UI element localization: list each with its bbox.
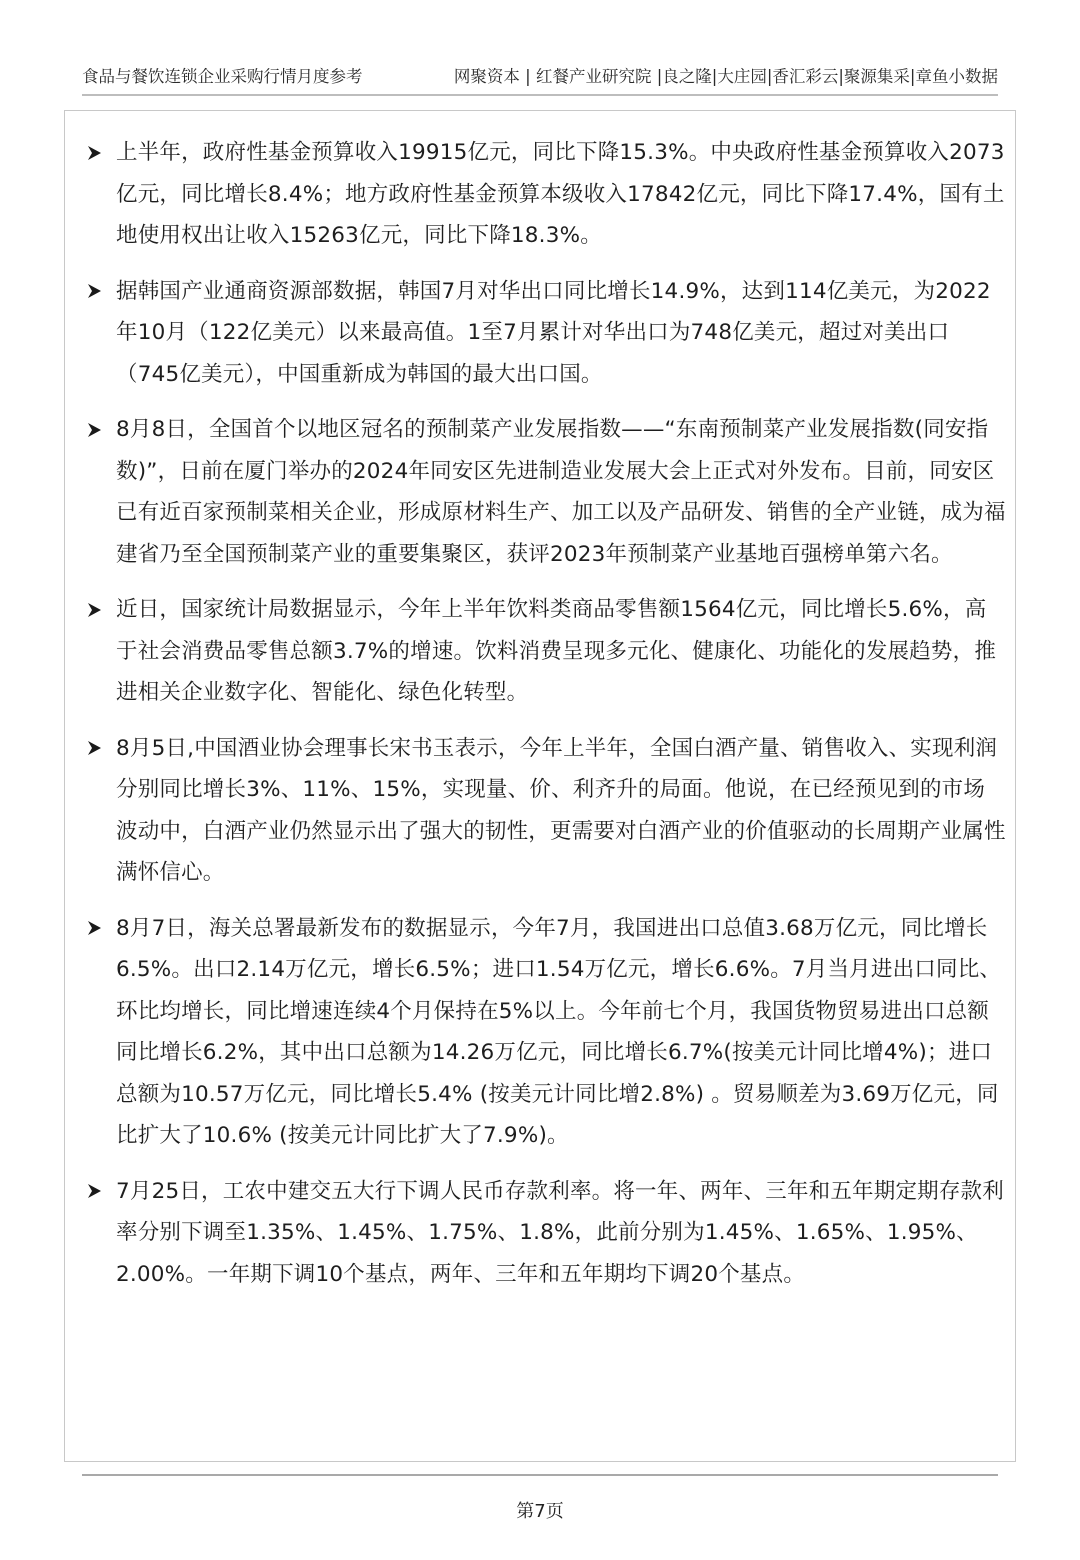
page-header [82,60,998,90]
footer-divider [82,1474,998,1476]
header-divider [82,94,998,96]
list-item [86,589,1006,714]
arrow-bullet-icon [86,589,108,631]
arrow-bullet-icon [86,409,108,451]
source-list: 网聚资本 | 红餐产业研究院 |良之隆|大庄园|香汇彩云|聚源集采|章鱼小数据 [453,67,998,86]
list-item [86,271,1006,396]
item-text: 近日，国家统计局数据显示，今年上半年饮料类商品零售额1564亿元，同比增长5.6%，高于社会消费品零售总额3.7%的增速。饮料消费呈现多元化、健康化、功能化的发展趋势，推进相关企业数字化、智能化、绿色化转型。 [116,597,997,705]
page-number: 第7页 [516,1501,564,1522]
item-text: 8月7日，海关总署最新发布的数据显示，今年7月，我国进出口总值3.68万亿元，同比增长6.5%。出口2.14万亿元，增长6.5%；进口1.54万亿元，增长6.6%。7月当月进出口同比、环比均增长，同比增速连续4个月保持在5%以上。今年前七个月，我国货物贸易进出口总额同比增长6.2%，其中出口总额为14.26万亿元，同比增长6.7%(按美元计同比增4%)；进口总额为10.57万亿元，同比增长5.4% (按美元计同比增2.8%) 。贸易顺差为3.69万亿元，同比扩大了10.6% (按美元计同比扩大了7.9%)。 [116,915,1002,1148]
item-text: 8月8日，全国首个以地区冠名的预制菜产业发展指数——“东南预制菜产业发展指数(同安指数)”，日前在厦门举办的2024年同安区先进制造业发展大会上正式对外发布。目前，同安区已有近百家预制菜相关企业，形成原材料生产、加工以及产品研发、销售的全产业链，成为福建省乃至全国预制菜产业的重要集聚区，获评2023年预制菜产业基地百强榜单第六名。 [116,417,1006,567]
arrow-bullet-icon [86,132,108,174]
item-text: 7月25日，工农中建交五大行下调人民币存款利率。将一年、两年、三年和五年期定期存款利率分别下调至1.35%、1.45%、1.75%、1.8%，此前分别为1.45%、1.65%、1.95%、2.00%。一年期下调10个基点，两年、三年和五年期均下调20个基点。 [116,1178,1004,1287]
item-text: 据韩国产业通商资源部数据，韩国7月对华出口同比增长14.9%，达到114亿美元，为2022年10月（122亿美元）以来最高值。1至7月累计对华出口为748亿美元，超过对美出口（745亿美元），中国重新成为韩国的最大出口国。 [116,278,991,387]
list-item [86,1171,1006,1296]
list-item [86,132,1006,257]
item-text: 上半年，政府性基金预算收入19915亿元，同比下降15.3%。中央政府性基金预算收入2073亿元，同比增长8.4%；地方政府性基金预算本级收入17842亿元，同比下降17.4%，国有土地使用权出让收入15263亿元，同比下降18.3%。 [116,140,1005,248]
arrow-bullet-icon [86,908,108,950]
list-item [86,409,1006,575]
report-title: 食品与餐饮连锁企业采购行情月度参考 [82,67,363,86]
arrow-bullet-icon [86,271,108,313]
arrow-bullet-icon [86,1171,108,1213]
arrow-bullet-icon [86,728,108,770]
item-text: 8月5日,中国酒业协会理事长宋书玉表示，今年上半年，全国白酒产量、销售收入、实现利润分别同比增长3%、11%、15%，实现量、价、利齐升的局面。他说，在已经预见到的市场波动中，白酒产业仍然显示出了强大的韧性，更需要对白酒产业的价值驱动的长周期产业属性满怀信心。 [116,735,1006,885]
list-item [86,908,1006,1157]
bullet-list [86,132,1006,1309]
list-item [86,728,1006,894]
